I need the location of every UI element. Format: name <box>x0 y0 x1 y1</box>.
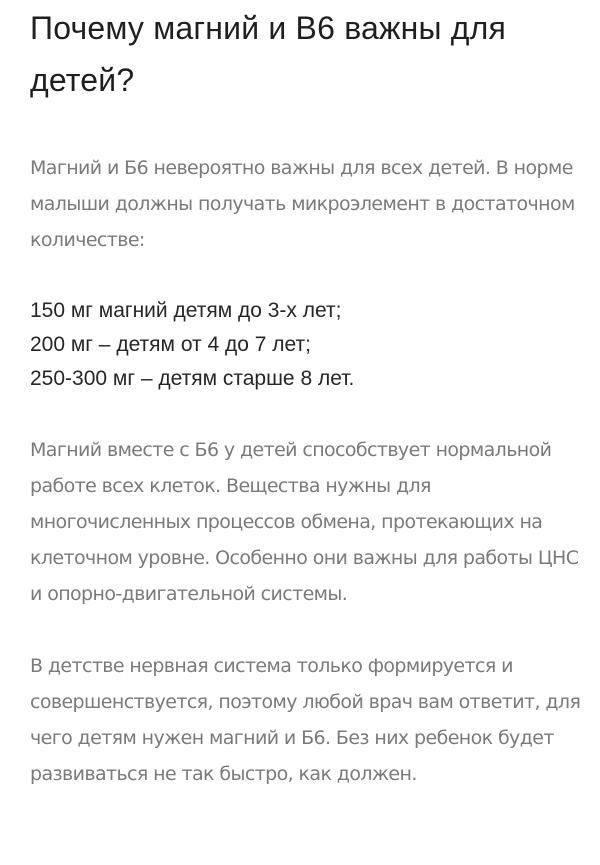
dosage-list <box>30 294 585 396</box>
dosage-item: 250-300 мг – детям старше 8 лет. <box>30 367 355 390</box>
article-title: Почему магний и В6 важны для детей? <box>30 10 507 98</box>
dosage-item: 150 мг магний детям до 3-х лет; <box>30 299 342 322</box>
intro-paragraph: Магний и Б6 невероятно важны для всех детей. В норме малыши должны получать микроэлемент в достаточном количестве: <box>30 157 575 251</box>
body-paragraph: В детстве нервная система только формируется и совершенствуется, поэтому любой врач вам ответит, для чего детям нужен магний и Б6. Без них ребенок будет развиваться не так быстро, как должен. <box>30 655 581 785</box>
article <box>30 0 585 792</box>
body-paragraph: Магний вместе с Б6 у детей способствует нормальной работе всех клеток. Вещества нужны для многочисленных процессов обмена, протекающих на клеточном уровне. Особенно они важны для работы ЦНС и опорно-двигательной системы. <box>30 439 579 605</box>
dosage-item: 200 мг – детям от 4 до 7 лет; <box>30 333 311 356</box>
